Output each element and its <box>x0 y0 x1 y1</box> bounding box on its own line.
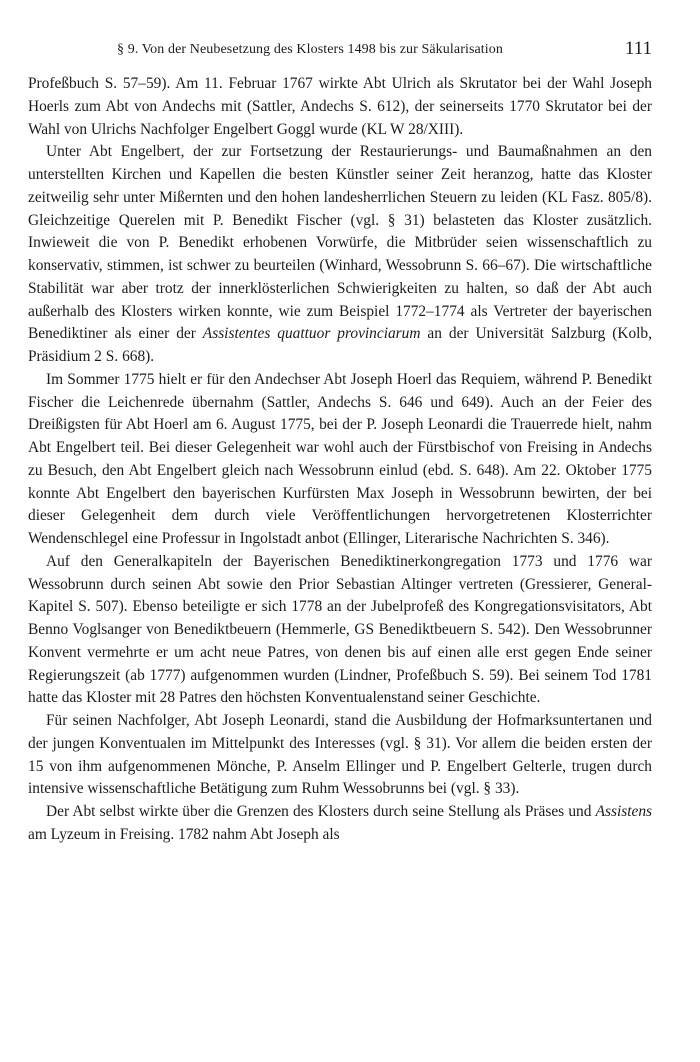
paragraph-text: Profeßbuch S. 57–59). Am 11. Februar 1767 wirkte Abt Ulrich als Skrutator bei der Wahl Joseph Hoerls zum Abt von Andechs mit (Sattler, Andechs S. 612), der seinerseits 1770 Skrutator bei der Wahl von Ulrichs Nachfolger Engelbert Goggl wurde (KL W 28/XIII). <box>28 75 652 138</box>
paragraph <box>28 141 652 369</box>
running-head: § 9. Von der Neubesetzung des Klosters 1498 bis zur Säkularisation <box>117 42 503 57</box>
paragraph-text: Für seinen Nachfolger, Abt Joseph Leonardi, stand die Ausbildung der Hofmarksuntertanen und der jungen Konventualen im Mittelpunkt des Interesses (vgl. § 31). Vor allem die beiden ersten der 15 von ihm aufgenommenen Mönche, P. Anselm Ellinger und P. Engelbert Gelterle, trugen durch intensive wissenschaftliche Betätigung zum Ruhm Wessobrunns bei (vgl. § 33). <box>28 712 652 798</box>
page-number: 111 <box>624 38 652 59</box>
paragraph <box>28 801 652 847</box>
paragraph <box>28 551 652 710</box>
paragraph-text: am Lyzeum in Freising. 1782 nahm Abt Joseph als <box>28 825 340 843</box>
paragraph <box>28 73 652 141</box>
paragraph <box>28 369 652 551</box>
paragraph-text: Im Sommer 1775 hielt er für den Andechser Abt Joseph Hoerl das Requiem, während P. Benedikt Fischer die Leichenrede übernahm (Sattler, Andechs S. 646 und 649). Auch an der Feier des Dreißigsten für Abt Hoerl am 6. August 1775, bei der P. Joseph Leonardi die Trauerrede hielt, nahm Abt Engelbert teil. Bei dieser Gelegenheit war wohl auch der Fürstbischof von Freising in Andechs zu Besuch, den Abt Engelbert gleich nach Wessobrunn einlud (ebd. S. 648). Am 22. Oktober 1775 konnte Abt Engelbert den bayerischen Kurfürsten Max Joseph in Wessobrunn bewirten, der bei dieser Gelegenheit dem durch viele Veröffentlichungen hervorgetretenen Klosterrichter Wendenschlegel eine Professur in Ingolstadt anbot (Ellinger, Literarische Nachrichten S. 346). <box>28 370 652 547</box>
paragraph-text: Auf den Generalkapiteln der Bayerischen Benediktinerkongregation 1773 und 1776 war Wessobrunn durch seinen Abt sowie den Prior Sebastian Altinger vertreten (Gressierer, General-Kapitel S. 507). Ebenso beteiligte er sich 1778 an der Jubelprofeß des Kongregationsvisitators, Abt Benno Voglsanger von Benediktbeuern (Hemmerle, GS Benediktbeuern S. 542). Den Wessobrunner Konvent vermehrte er um acht neue Patres, von denen bis auf einen alle erst gegen Ende seiner Regierungszeit (ab 1777) aufgenommen wurden (Lindner, Profeßbuch S. 59). Bei seinem Tod 1781 hatte das Kloster mit 28 Patres den höchsten Konventualenstand seiner Geschichte. <box>28 552 652 707</box>
latin-term: Assistentes quattuor provinciarum <box>202 325 421 343</box>
paragraph-text: Unter Abt Engelbert, der zur Fortsetzung der Restaurierungs- und Baumaßnahmen an den unterstellten Kirchen und Kapellen die besten Künstler seiner Zeit heranzog, hatte das Kloster zeitweilig sehr unter Mißernten und den hohen landesherrlichen Steuern zu leiden (KL Fasz. 805/8). Gleichzeitige Querelen mit P. Benedikt Fischer (vgl. § 31) belasteten das Kloster zusätzlich. Inwieweit die von P. Benedikt erhobenen Vorwürfe, die Mitbrüder seien wissenschaftlich zu konservativ, stimmen, ist schwer zu beurteilen (Winhard, Wessobrunn S. 66–67). Die wirtschaftliche Stabilität war aber trotz der innerklösterlichen Schwierigkeiten zu halten, so daß der Abt auch außerhalb des Klosters wirken konnte, wie zum Beispiel 1772–1774 als Vertreter der bayerischen Benediktiner als einer der <box>28 143 652 343</box>
paragraph <box>28 710 652 801</box>
body-text <box>28 73 652 847</box>
paragraph-text: Der Abt selbst wirkte über die Grenzen des Klosters durch seine Stellung als Präses und <box>46 803 596 820</box>
latin-term: Assistens <box>595 803 652 820</box>
paragraph-text: an der Universität Salzburg (Kolb, Präsidium 2 S. 668). <box>28 325 652 365</box>
page-header <box>28 38 652 62</box>
